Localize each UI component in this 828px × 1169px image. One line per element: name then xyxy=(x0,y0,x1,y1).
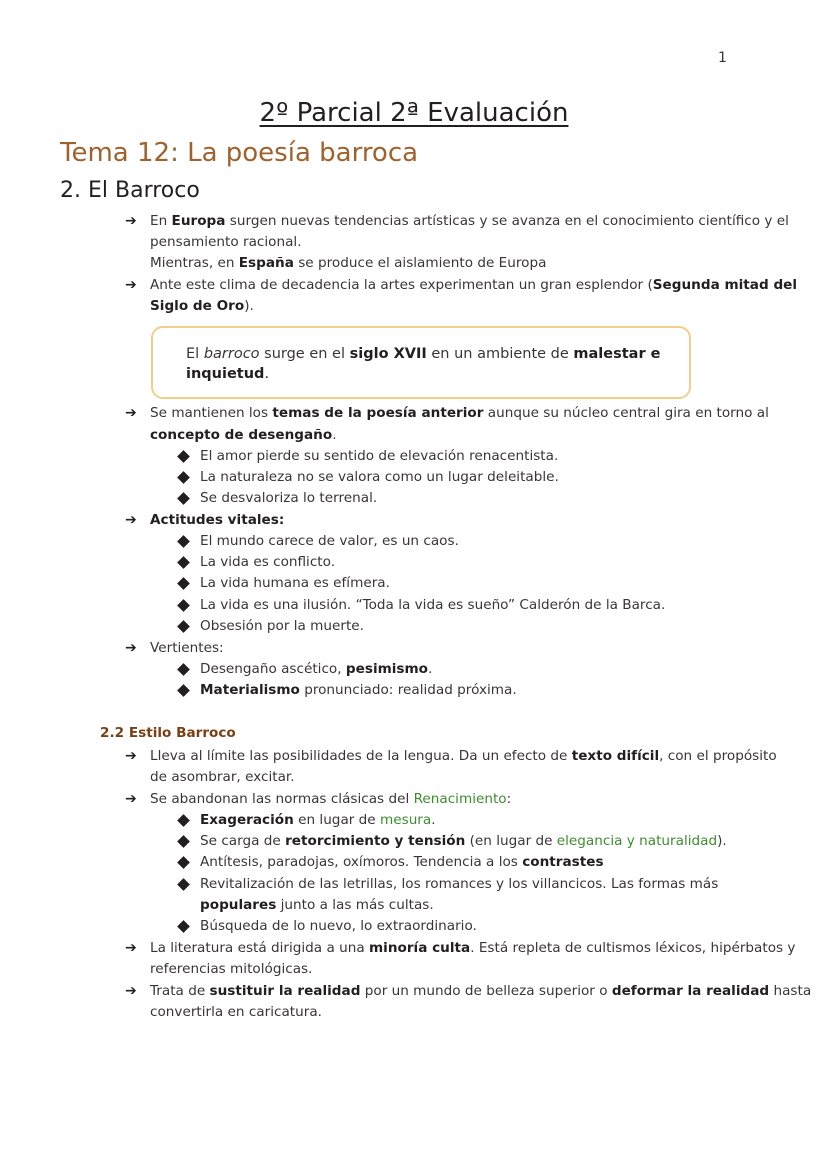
subsection-heading: 2.2 Estilo Barroco xyxy=(100,725,236,741)
page-title-text: 2º Parcial 2ª Evaluación xyxy=(259,98,569,128)
diamond-bullet-icon xyxy=(177,492,190,505)
list-item: Se mantienen los temas de la poesía anterior aunque su núcleo central gira en torno al xyxy=(150,405,769,421)
page-number: 1 xyxy=(718,50,727,66)
list-item: Actitudes vitales: xyxy=(150,512,285,528)
diamond-bullet-icon xyxy=(177,684,190,697)
diamond-bullet-icon xyxy=(177,599,190,612)
sub-list-item: Materialismo pronunciado: realidad próxima. xyxy=(200,682,517,698)
sub-list-item: La naturaleza no se valora como un lugar deleitable. xyxy=(200,469,559,485)
sub-list-item: Antítesis, paradojas, oxímoros. Tendencia a los contrastes xyxy=(200,854,604,870)
arrow-bullet-icon: ➔ xyxy=(125,405,137,421)
callout-box xyxy=(151,326,691,399)
list-item: Trata de sustituir la realidad por un mundo de belleza superior o deformar la realidad hasta xyxy=(150,983,812,999)
list-item-continuation: de asombrar, excitar. xyxy=(150,769,295,785)
diamond-bullet-icon xyxy=(177,663,190,676)
sub-list-item: La vida es una ilusión. “Toda la vida es sueño” Calderón de la Barca. xyxy=(200,597,666,613)
sub-list-item: El amor pierde su sentido de elevación renacentista. xyxy=(200,448,559,464)
list-item: La literatura está dirigida a una minoría culta. Está repleta de cultismos léxicos, hipérbatos y xyxy=(150,940,796,956)
diamond-bullet-icon xyxy=(177,878,190,891)
list-item-continuation: concepto de desengaño. xyxy=(150,427,337,443)
diamond-bullet-icon xyxy=(177,450,190,463)
sub-list-item: La vida es conflicto. xyxy=(200,554,336,570)
callout-line: inquietud. xyxy=(186,366,270,382)
arrow-bullet-icon: ➔ xyxy=(125,748,137,764)
arrow-bullet-icon: ➔ xyxy=(125,277,137,293)
list-item: Ante este clima de decadencia la artes experimentan un gran esplendor (Segunda mitad del xyxy=(150,277,798,293)
sub-list-item: Desengaño ascético, pesimismo. xyxy=(200,661,433,677)
sub-list-item: Se carga de retorcimiento y tensión (en lugar de elegancia y naturalidad). xyxy=(200,833,727,849)
sub-list-item: Búsqueda de lo nuevo, lo extraordinario. xyxy=(200,918,477,934)
list-item: Vertientes: xyxy=(150,640,224,656)
topic-heading: Tema 12: La poesía barroca xyxy=(60,138,419,168)
list-item-continuation: Siglo de Oro). xyxy=(150,298,254,314)
arrow-bullet-icon: ➔ xyxy=(125,640,137,656)
sub-list-item: Revitalización de las letrillas, los romances y los villancicos. Las formas más xyxy=(200,876,719,892)
list-item-continuation: pensamiento racional. xyxy=(150,234,302,250)
diamond-bullet-icon xyxy=(177,814,190,827)
sub-list-item: La vida humana es efímera. xyxy=(200,575,390,591)
sub-list-item: Se desvaloriza lo terrenal. xyxy=(200,490,378,506)
arrow-bullet-icon: ➔ xyxy=(125,213,137,229)
diamond-bullet-icon xyxy=(177,535,190,548)
list-item: Lleva al límite las posibilidades de la lengua. Da un efecto de texto difícil, con el propósito xyxy=(150,748,777,764)
sub-list-item: Exageración en lugar de mesura. xyxy=(200,812,436,828)
diamond-bullet-icon xyxy=(177,556,190,569)
list-item: En Europa surgen nuevas tendencias artísticas y se avanza en el conocimiento científico y el xyxy=(150,213,789,229)
diamond-bullet-icon xyxy=(177,920,190,933)
diamond-bullet-icon xyxy=(177,577,190,590)
arrow-bullet-icon: ➔ xyxy=(125,512,137,528)
callout-line: El barroco surge en el siglo XVII en un ambiente de malestar e xyxy=(186,346,661,362)
arrow-bullet-icon: ➔ xyxy=(125,983,137,999)
sub-list-item: Obsesión por la muerte. xyxy=(200,618,364,634)
arrow-bullet-icon: ➔ xyxy=(125,940,137,956)
list-item-continuation: convertirla en caricatura. xyxy=(150,1004,322,1020)
list-item-continuation: Mientras, en España se produce el aislamiento de Europa xyxy=(150,255,547,271)
list-item: Se abandonan las normas clásicas del Renacimiento: xyxy=(150,791,512,807)
section-heading: 2. El Barroco xyxy=(60,178,200,203)
page-title xyxy=(0,98,828,128)
diamond-bullet-icon xyxy=(177,471,190,484)
sub-list-item-continuation: populares junto a las más cultas. xyxy=(200,897,434,913)
arrow-bullet-icon: ➔ xyxy=(125,791,137,807)
list-item-continuation: referencias mitológicas. xyxy=(150,961,313,977)
diamond-bullet-icon xyxy=(177,620,190,633)
diamond-bullet-icon xyxy=(177,835,190,848)
diamond-bullet-icon xyxy=(177,856,190,869)
sub-list-item: El mundo carece de valor, es un caos. xyxy=(200,533,459,549)
